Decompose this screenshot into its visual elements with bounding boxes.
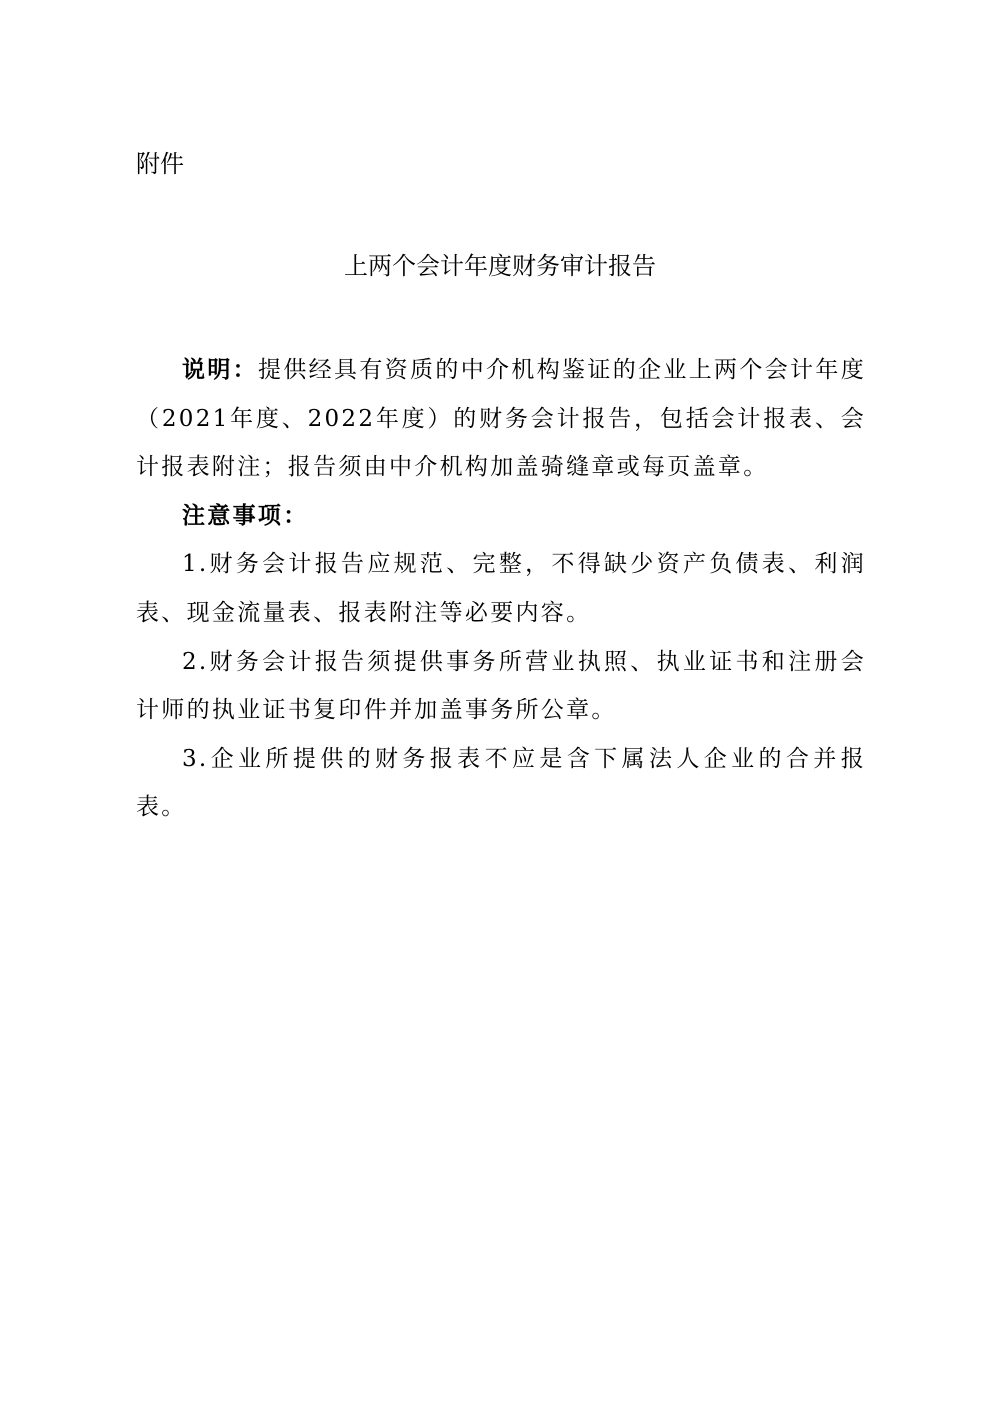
explanation-paragraph bbox=[136, 346, 866, 492]
note-item-1: 1.财务会计报告应规范、完整，不得缺少资产负债表、利润表、现金流量表、报表附注等必要内容。 bbox=[136, 551, 866, 626]
explanation-label: 说明： bbox=[182, 356, 259, 383]
notes-heading: 注意事项： bbox=[182, 501, 309, 529]
note-item-3: 3.企业所提供的财务报表不应是含下属法人企业的合并报表。 bbox=[136, 745, 866, 821]
page-title: 上两个会计年度财务审计报告 bbox=[344, 252, 656, 280]
document-body bbox=[136, 346, 866, 832]
attachment-label: 附件 bbox=[136, 150, 184, 178]
explanation-text: 提供经具有资质的中介机构鉴证的企业上两个会计年度（2021年度、2022年度）的财务会计报告，包括会计报表、会计报表附注；报告须由中介机构加盖骑缝章或每页盖章。 bbox=[136, 357, 867, 481]
note-item-2: 2.财务会计报告须提供事务所营业执照、执业证书和注册会计师的执业证书复印件并加盖事务所公章。 bbox=[136, 648, 866, 724]
